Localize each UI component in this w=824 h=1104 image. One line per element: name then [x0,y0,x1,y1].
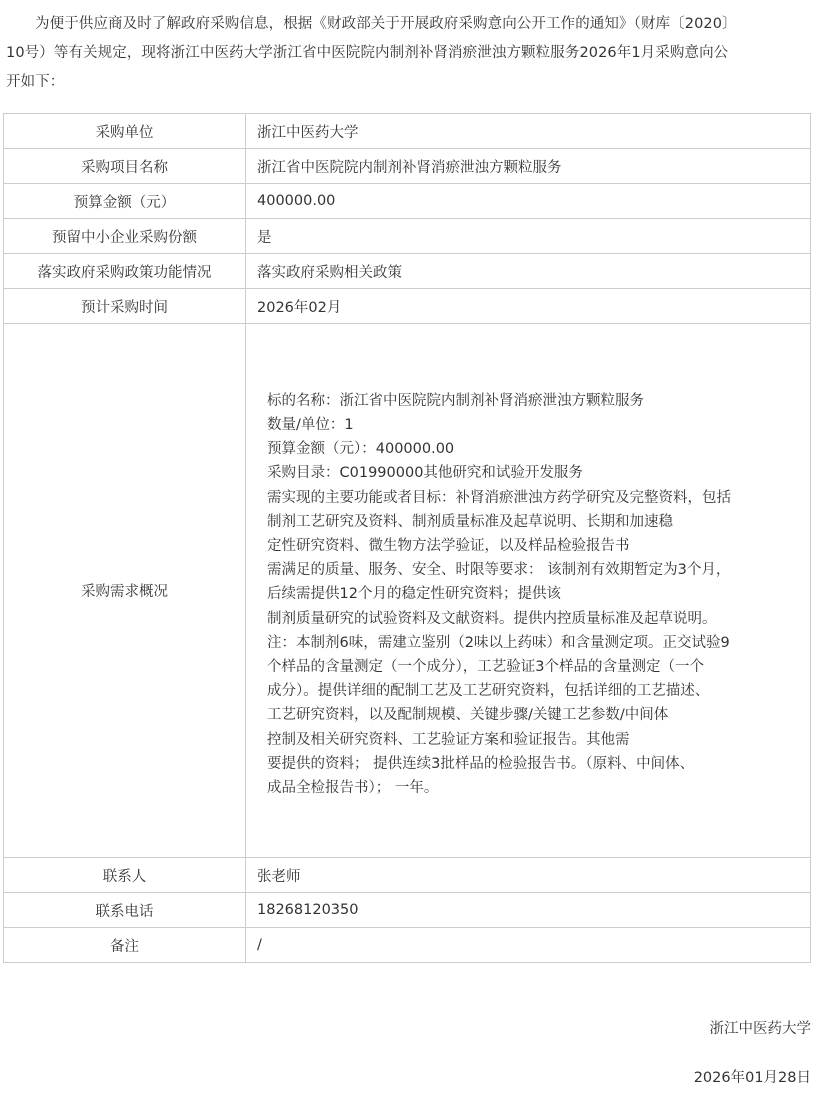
demand-line: 成分）。提供详细的配制工艺及工艺研究资料，包括详细的工艺描述、 [267,683,710,700]
demand-line: 预算金额（元）：400000.00 [267,441,455,458]
remark-label: 备注 [4,928,246,963]
contact-value: 张老师 [246,858,811,893]
table-row-policy [4,254,811,289]
demand-description [257,381,810,800]
phone-label: 联系电话 [4,893,246,928]
demand-line: 控制及相关研究资料、工艺验证方案和验证报告。其他需 [267,731,630,748]
time-value: 2026年02月 [246,289,811,324]
demand-line: 需满足的质量、服务、安全、时限等要求： 该制剂有效期暂定为3个月， [267,562,731,579]
budget-value: 400000.00 [246,184,811,219]
purchaser-value: 浙江中医药大学 [246,114,811,149]
policy-value: 落实政府采购相关政策 [246,254,811,289]
demand-line: 制剂工艺研究及资料、制剂质量标准及起草说明、长期和加速稳 [267,513,673,530]
demand-line: 注：本制剂6味，需建立鉴别（2味以上药味）和含量测定项。正交试验9 [267,634,730,651]
table-row-contact [4,858,811,893]
phone-value: 18268120350 [246,893,811,928]
procurement-table [3,113,811,963]
table-row-project [4,149,811,184]
intro-paragraph [6,10,806,97]
demand-line: 工艺研究资料，以及配制规模、关键步骤/关键工艺参数/中间体 [267,707,669,724]
intro-line-2: 10号）等有关规定，现将浙江中医药大学浙江省中医院院内制剂补肾消瘀泄浊方颗粒服务2026年1月采购意向公 [6,45,729,61]
remark-value: / [246,928,811,963]
project-value: 浙江省中医院院内制剂补肾消瘀泄浊方颗粒服务 [246,149,811,184]
demand-line: 定性研究资料、微生物方法学验证，以及样品检验报告书 [267,537,630,554]
table-row-demand [4,324,811,858]
demand-value [246,324,811,858]
table-row-purchaser [4,114,811,149]
sme-label: 预留中小企业采购份额 [4,219,246,254]
policy-label: 落实政府采购政策功能情况 [4,254,246,289]
intro-line-3: 开如下： [6,74,65,90]
demand-line: 要提供的资料； 提供连续3批样品的检验报告书。（原料、中间体、 [267,755,695,772]
demand-line: 成品全检报告书）； 一年。 [267,780,439,797]
time-label: 预计采购时间 [4,289,246,324]
demand-line: 数量/单位：1 [267,416,354,433]
table-row-phone [4,893,811,928]
footer-organization: 浙江中医药大学 [709,1021,811,1037]
table-row-time [4,289,811,324]
demand-line: 制剂质量研究的试验资料及文献资料。提供内控质量标准及起草说明。 [267,610,717,627]
demand-line: 标的名称：浙江省中医院院内制剂补肾消瘀泄浊方颗粒服务 [267,392,644,409]
footer-date: 2026年01月28日 [693,1070,811,1086]
sme-value: 是 [246,219,811,254]
budget-label: 预算金额（元） [4,184,246,219]
intro-line-1: 为便于供应商及时了解政府采购信息，根据《财政部关于开展政府采购意向公开工作的通知》（财库〔2020〕 [35,16,737,32]
table-row-budget [4,184,811,219]
purchaser-label: 采购单位 [4,114,246,149]
demand-label: 采购需求概况 [4,324,246,858]
contact-label: 联系人 [4,858,246,893]
table-row-remark [4,928,811,963]
demand-line: 个样品的含量测定（一个成分），工艺验证3个样品的含量测定（一个 [267,659,704,675]
project-label: 采购项目名称 [4,149,246,184]
table-row-sme [4,219,811,254]
demand-line: 后续需提供12个月的稳定性研究资料；提供该 [267,586,561,603]
demand-line: 采购目录：C01990000其他研究和试验开发服务 [267,465,583,482]
demand-line: 需实现的主要功能或者目标：补肾消瘀泄浊方药学研究及完整资料，包括 [267,489,731,506]
